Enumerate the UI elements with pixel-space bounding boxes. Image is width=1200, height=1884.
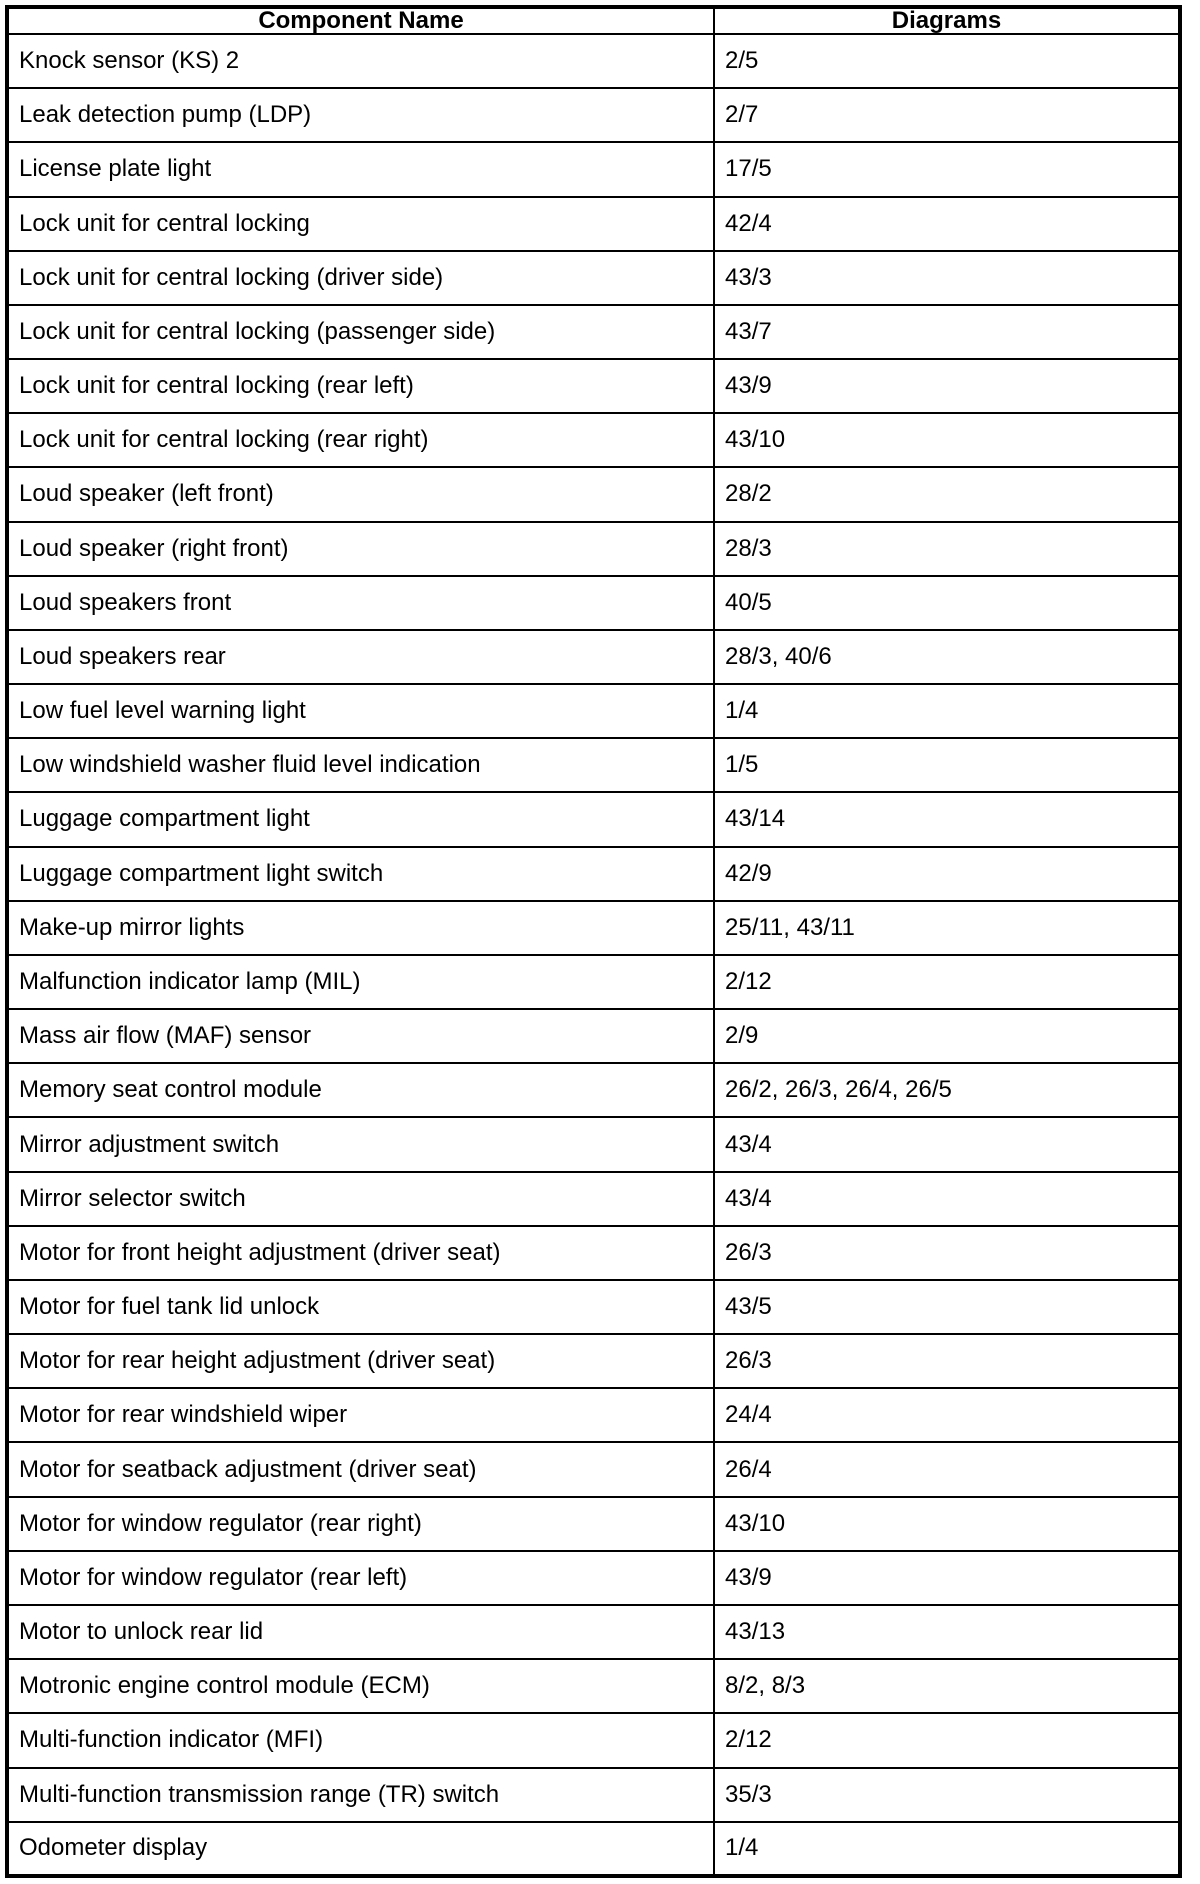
table-row <box>9 88 1178 142</box>
component-diagram-table <box>9 9 1178 1874</box>
table-row <box>9 1388 1178 1442</box>
diagrams-cell: 2/12 <box>714 955 1178 1009</box>
diagrams-cell: 26/4 <box>714 1442 1178 1496</box>
table-row <box>9 359 1178 413</box>
component-name-cell: Lock unit for central locking (driver side) <box>9 251 714 305</box>
table-row <box>9 1280 1178 1334</box>
component-name-cell: Lock unit for central locking (rear left) <box>9 359 714 413</box>
table-row <box>9 1172 1178 1226</box>
component-name-cell: Malfunction indicator lamp (MIL) <box>9 955 714 1009</box>
diagrams-cell: 24/4 <box>714 1388 1178 1442</box>
component-name-cell: Motor for front height adjustment (driver seat) <box>9 1226 714 1280</box>
component-name-cell: Mirror adjustment switch <box>9 1117 714 1171</box>
component-name-cell: Knock sensor (KS) 2 <box>9 34 714 88</box>
table-row <box>9 1226 1178 1280</box>
component-name-cell: Low windshield washer fluid level indication <box>9 738 714 792</box>
component-name-cell: Multi-function transmission range (TR) switch <box>9 1768 714 1822</box>
diagrams-cell: 35/3 <box>714 1768 1178 1822</box>
table-row <box>9 955 1178 1009</box>
component-name-cell: Motronic engine control module (ECM) <box>9 1659 714 1713</box>
component-name-cell: Motor for seatback adjustment (driver seat) <box>9 1442 714 1496</box>
table-row <box>9 1551 1178 1605</box>
table-row <box>9 1063 1178 1117</box>
component-name-cell: Lock unit for central locking <box>9 197 714 251</box>
table-row <box>9 1497 1178 1551</box>
component-name-cell: Mass air flow (MAF) sensor <box>9 1009 714 1063</box>
table-body <box>9 34 1178 1874</box>
component-name-cell: Motor for rear windshield wiper <box>9 1388 714 1442</box>
diagrams-cell: 28/2 <box>714 467 1178 521</box>
diagrams-cell: 43/7 <box>714 305 1178 359</box>
diagrams-cell: 17/5 <box>714 142 1178 196</box>
component-name-cell: Loud speakers front <box>9 576 714 630</box>
table-row <box>9 1768 1178 1822</box>
table-row <box>9 684 1178 738</box>
component-name-cell: Low fuel level warning light <box>9 684 714 738</box>
table-row <box>9 142 1178 196</box>
diagrams-cell: 1/4 <box>714 1822 1178 1874</box>
header-diagrams: Diagrams <box>714 9 1178 34</box>
table-row <box>9 1659 1178 1713</box>
diagrams-cell: 1/4 <box>714 684 1178 738</box>
table-row <box>9 1713 1178 1767</box>
diagrams-cell: 26/3 <box>714 1334 1178 1388</box>
diagrams-cell: 43/10 <box>714 1497 1178 1551</box>
diagrams-cell: 2/7 <box>714 88 1178 142</box>
table-row <box>9 1605 1178 1659</box>
diagrams-cell: 43/13 <box>714 1605 1178 1659</box>
table-row <box>9 576 1178 630</box>
diagrams-cell: 2/9 <box>714 1009 1178 1063</box>
table-row <box>9 1822 1178 1874</box>
table-row <box>9 305 1178 359</box>
header-component-name: Component Name <box>9 9 714 34</box>
table-row <box>9 792 1178 846</box>
table-row <box>9 1334 1178 1388</box>
table-row <box>9 1117 1178 1171</box>
table-row <box>9 630 1178 684</box>
diagrams-cell: 43/14 <box>714 792 1178 846</box>
component-name-cell: Loud speakers rear <box>9 630 714 684</box>
component-name-cell: Loud speaker (left front) <box>9 467 714 521</box>
table-row <box>9 1442 1178 1496</box>
component-name-cell: Loud speaker (right front) <box>9 522 714 576</box>
table-row <box>9 34 1178 88</box>
table-row <box>9 738 1178 792</box>
table-row <box>9 522 1178 576</box>
component-name-cell: Motor for fuel tank lid unlock <box>9 1280 714 1334</box>
component-name-cell: Make-up mirror lights <box>9 901 714 955</box>
diagrams-cell: 42/9 <box>714 847 1178 901</box>
component-name-cell: Odometer display <box>9 1822 714 1874</box>
table-row <box>9 1009 1178 1063</box>
component-name-cell: Motor for window regulator (rear right) <box>9 1497 714 1551</box>
table-row <box>9 901 1178 955</box>
component-table-frame <box>5 5 1182 1878</box>
diagrams-cell: 43/4 <box>714 1172 1178 1226</box>
diagrams-cell: 40/5 <box>714 576 1178 630</box>
diagrams-cell: 43/9 <box>714 359 1178 413</box>
component-name-cell: Motor for window regulator (rear left) <box>9 1551 714 1605</box>
component-name-cell: Multi-function indicator (MFI) <box>9 1713 714 1767</box>
component-name-cell: Mirror selector switch <box>9 1172 714 1226</box>
component-name-cell: Motor for rear height adjustment (driver seat) <box>9 1334 714 1388</box>
component-name-cell: Lock unit for central locking (passenger side) <box>9 305 714 359</box>
table-row <box>9 467 1178 521</box>
diagrams-cell: 43/3 <box>714 251 1178 305</box>
table-header-row <box>9 9 1178 34</box>
component-name-cell: Motor to unlock rear lid <box>9 1605 714 1659</box>
diagrams-cell: 43/9 <box>714 1551 1178 1605</box>
diagrams-cell: 8/2, 8/3 <box>714 1659 1178 1713</box>
diagrams-cell: 28/3 <box>714 522 1178 576</box>
component-name-cell: Leak detection pump (LDP) <box>9 88 714 142</box>
table-row <box>9 413 1178 467</box>
component-name-cell: Memory seat control module <box>9 1063 714 1117</box>
diagrams-cell: 26/3 <box>714 1226 1178 1280</box>
table-row <box>9 847 1178 901</box>
diagrams-cell: 43/10 <box>714 413 1178 467</box>
component-name-cell: License plate light <box>9 142 714 196</box>
diagrams-cell: 42/4 <box>714 197 1178 251</box>
diagrams-cell: 2/12 <box>714 1713 1178 1767</box>
table-row <box>9 197 1178 251</box>
diagrams-cell: 26/2, 26/3, 26/4, 26/5 <box>714 1063 1178 1117</box>
diagrams-cell: 43/5 <box>714 1280 1178 1334</box>
diagrams-cell: 1/5 <box>714 738 1178 792</box>
component-name-cell: Luggage compartment light switch <box>9 847 714 901</box>
diagrams-cell: 2/5 <box>714 34 1178 88</box>
diagrams-cell: 43/4 <box>714 1117 1178 1171</box>
component-name-cell: Lock unit for central locking (rear right) <box>9 413 714 467</box>
component-name-cell: Luggage compartment light <box>9 792 714 846</box>
diagrams-cell: 25/11, 43/11 <box>714 901 1178 955</box>
table-row <box>9 251 1178 305</box>
diagrams-cell: 28/3, 40/6 <box>714 630 1178 684</box>
